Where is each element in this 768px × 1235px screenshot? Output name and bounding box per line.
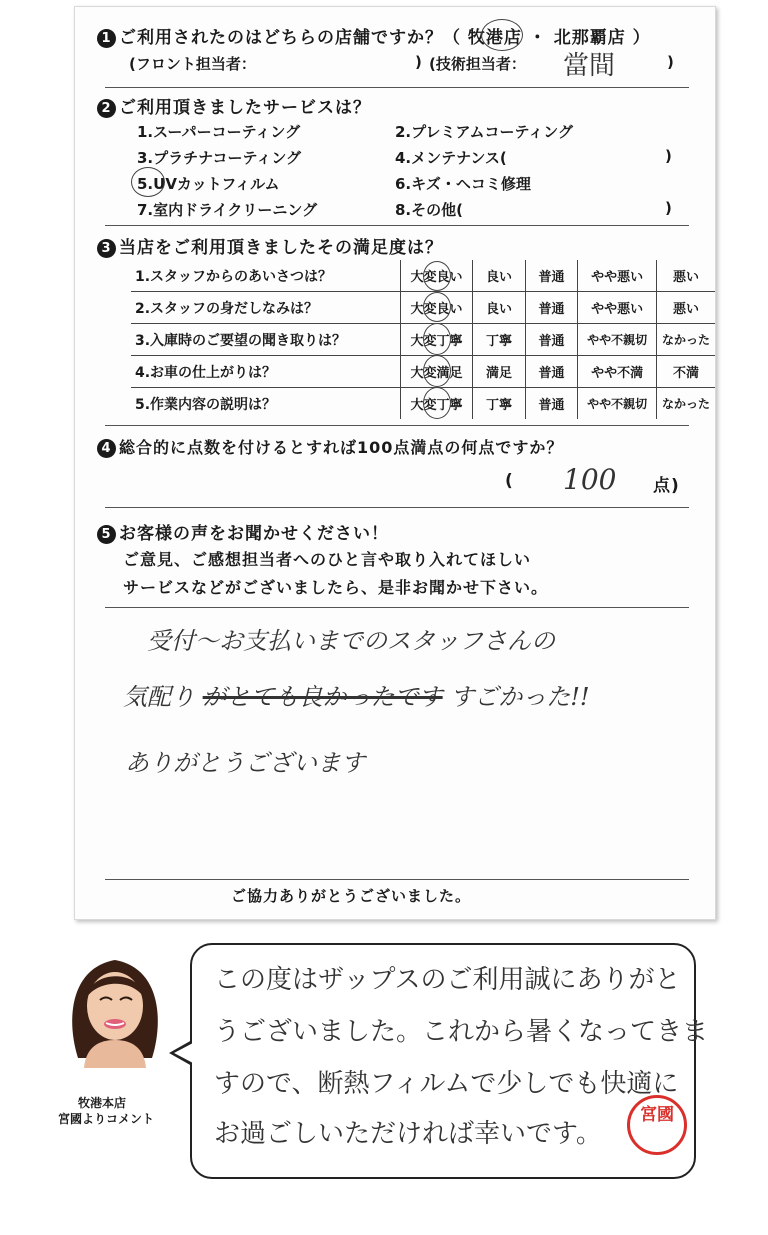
handwritten-line: 受付〜お支払いまでのスタッフさんの	[147, 627, 555, 655]
score-unit: 点)	[653, 476, 680, 496]
answer-circle	[423, 323, 451, 355]
question-number: 4	[97, 439, 116, 458]
answer-circle	[481, 19, 523, 51]
rating-option: 大変丁寧	[400, 388, 473, 420]
rating-option: 普通	[525, 292, 578, 324]
rating-question: 3.入庫時のご要望の聞き取りは？	[135, 332, 347, 349]
question-2	[97, 93, 371, 118]
rating-option: なかった	[657, 388, 716, 420]
service-item: 8.その他(	[395, 201, 463, 219]
rating-question: 2.スタッフの身だしなみは？	[135, 300, 319, 317]
service-close-paren: )	[665, 199, 672, 217]
divider	[105, 607, 689, 608]
name-seal: 宮國	[627, 1095, 687, 1155]
answer-circle	[423, 355, 451, 387]
service-item: 1.スーパーコーティング	[137, 123, 301, 141]
service-item: 2.プレミアムコーティング	[395, 123, 573, 141]
rating-option: やや悪い	[578, 260, 657, 292]
staff-caption: 宮國よりコメント	[58, 1112, 155, 1126]
rating-option: 丁寧	[473, 324, 526, 356]
score-open: (	[505, 471, 514, 491]
comment-line: うございました。これから暑くなってきま	[214, 1017, 709, 1047]
divider	[105, 879, 689, 880]
rating-question: 4.お車の仕上がりは？	[135, 364, 277, 381]
question-text: ご利用頂きましたサービスは？	[119, 98, 371, 118]
question-text: 総合的に点数を付けるとすれば100点満点の何点ですか？	[119, 438, 564, 457]
service-item: 4.メンテナンス(	[395, 149, 507, 167]
survey-card	[74, 6, 716, 920]
rating-option: 悪い	[657, 292, 716, 324]
question-number: 5	[97, 525, 116, 544]
thanks-message: ご協力ありがとうございました。	[231, 887, 472, 905]
rating-option: 大変丁寧	[400, 324, 473, 356]
rating-option: 悪い	[657, 260, 716, 292]
question-text: お客様の声をお聞かせください！	[119, 524, 389, 544]
front-staff-close: )	[415, 53, 422, 71]
rating-option: 良い	[473, 292, 526, 324]
rating-option: 普通	[525, 356, 578, 388]
rating-option: やや不親切	[578, 324, 657, 356]
comment-line: お過ごしいただければ幸いです。	[214, 1119, 602, 1149]
crossed-out-text: がとても良かったです	[202, 683, 443, 711]
rating-option: 普通	[525, 324, 578, 356]
service-item: 3.プラチナコーティング	[137, 149, 302, 167]
service-item: 7.室内ドライクリーニング	[137, 201, 318, 219]
question-number: 3	[97, 239, 116, 258]
tech-staff-close: )	[667, 53, 674, 71]
divider	[105, 507, 689, 508]
question-3	[97, 233, 443, 258]
avatar	[60, 950, 170, 1068]
comment-line: すので、断熱フィルムで少しでも快適に	[214, 1069, 679, 1099]
handwritten-line: ありがとうございます	[125, 749, 365, 777]
answer-circle	[423, 261, 451, 291]
rating-option: 大変良い	[400, 292, 473, 324]
question-number: 1	[97, 29, 116, 48]
service-close-paren: )	[665, 147, 672, 165]
comment-line: この度はザップスのご利用誠にありがと	[214, 965, 681, 995]
handwritten-text: すごかった!!	[450, 683, 590, 711]
rating-option: 不満	[657, 356, 716, 388]
question-text: 当店をご利用頂きましたその満足度は？	[119, 238, 443, 258]
rating-option: 大変良い	[400, 260, 473, 292]
service-item: 6.キズ・ヘコミ修理	[395, 175, 531, 193]
rating-question: 5.作業内容の説明は？	[135, 396, 277, 413]
rating-option: やや不親切	[578, 388, 657, 420]
question-5	[97, 519, 389, 544]
divider	[105, 425, 689, 426]
rating-option: やや不満	[578, 356, 657, 388]
rating-option: 普通	[525, 260, 578, 292]
question-5-line2: ご意見、ご感想担当者へのひと言や取り入れてほしい	[123, 550, 532, 569]
rating-option: 大変満足	[400, 356, 473, 388]
rating-option: 満足	[473, 356, 526, 388]
question-text: ご利用されたのはどちらの店舗ですか？（ 牧港店 ・ 北那覇店 ）	[119, 28, 651, 48]
rating-question: 1.スタッフからのあいさつは？	[135, 268, 333, 285]
handwritten-text: 気配り	[123, 683, 195, 711]
rating-option: なかった	[657, 324, 716, 356]
divider	[105, 225, 689, 226]
answer-circle	[423, 292, 451, 322]
tech-staff-label: (技術担当者：	[429, 55, 526, 73]
speech-bubble-tail-fill	[174, 1043, 193, 1063]
answer-circle	[423, 387, 451, 419]
rating-option: やや悪い	[578, 292, 657, 324]
store-name: 牧港本店	[78, 1096, 127, 1110]
handwritten-line	[123, 677, 590, 712]
divider	[105, 87, 689, 88]
score-value: 100	[563, 463, 617, 496]
rating-option: 丁寧	[473, 388, 526, 420]
speech-bubble	[190, 943, 709, 1179]
front-staff-label: (フロント担当者：	[129, 55, 256, 73]
question-4	[97, 435, 563, 458]
tech-staff-value: 當間	[563, 51, 616, 81]
question-5-line3: サービスなどがございましたら、是非お聞かせ下さい。	[123, 578, 549, 597]
service-item: 5.UVカットフィルム	[137, 175, 280, 193]
rating-option: 普通	[525, 388, 578, 420]
question-number: 2	[97, 99, 116, 118]
rating-option: 良い	[473, 260, 526, 292]
answer-circle	[131, 167, 165, 197]
